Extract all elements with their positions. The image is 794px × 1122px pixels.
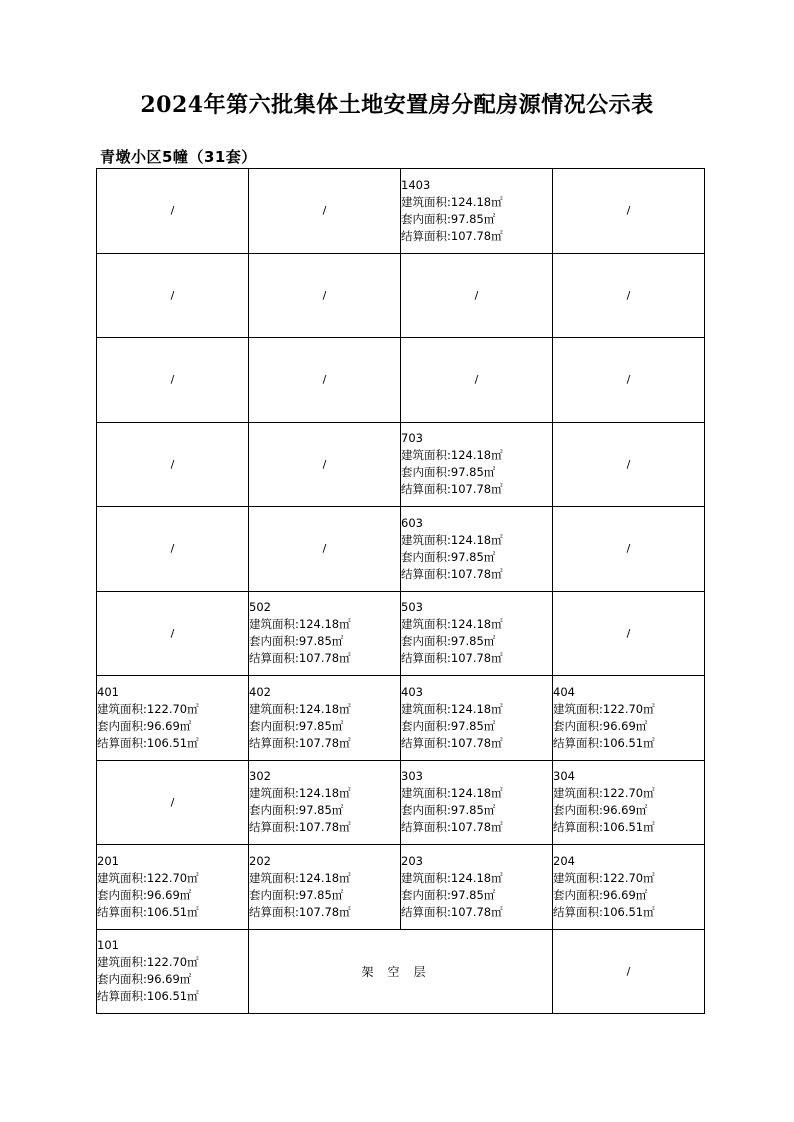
- inner-area: 套内面积:97.85㎡: [249, 803, 344, 818]
- building-area: 建筑面积:124.18㎡: [249, 786, 351, 801]
- inner-area: 套内面积:97.85㎡: [401, 718, 496, 733]
- unit-number: 403: [401, 684, 423, 699]
- slash-mark: /: [322, 373, 327, 387]
- settlement-area: 结算面积:106.51㎡: [97, 989, 199, 1004]
- table-row: [97, 338, 705, 423]
- inner-area: 套内面积:96.69㎡: [553, 887, 648, 902]
- building-area: 建筑面积:122.70㎡: [97, 870, 199, 885]
- unit-cell: [401, 845, 553, 930]
- building-subtitle: 青墩小区5幢（31套）: [100, 148, 257, 166]
- empty-cell: [97, 253, 249, 338]
- unit-cell: [553, 676, 705, 761]
- slash-mark: /: [474, 288, 479, 302]
- table-row: [97, 591, 705, 676]
- unit-number: 304: [553, 769, 575, 784]
- settlement-area: 结算面积:106.51㎡: [97, 904, 199, 919]
- slash-mark: /: [474, 373, 479, 387]
- inner-area: 套内面积:97.85㎡: [401, 634, 496, 649]
- inner-area: 套内面积:97.85㎡: [401, 803, 496, 818]
- settlement-area: 结算面积:107.78㎡: [401, 651, 503, 666]
- inner-area: 套内面积:96.69㎡: [553, 718, 648, 733]
- inner-area: 套内面积:97.85㎡: [401, 211, 496, 226]
- building-area: 建筑面积:122.70㎡: [97, 701, 199, 716]
- building-area: 建筑面积:124.18㎡: [401, 617, 503, 632]
- building-area: 建筑面积:124.18㎡: [249, 617, 351, 632]
- building-area: 建筑面积:124.18㎡: [249, 870, 351, 885]
- empty-cell: [97, 591, 249, 676]
- inner-area: 套内面积:96.69㎡: [553, 803, 648, 818]
- empty-cell: [97, 169, 249, 254]
- building-area: 建筑面积:122.70㎡: [97, 955, 199, 970]
- unit-number: 603: [401, 515, 423, 530]
- empty-cell: [97, 760, 249, 845]
- empty-cell: [553, 253, 705, 338]
- unit-number: 201: [97, 853, 119, 868]
- inner-area: 套内面积:97.85㎡: [401, 549, 496, 564]
- inner-area: 套内面积:96.69㎡: [97, 718, 192, 733]
- empty-cell: [401, 253, 553, 338]
- settlement-area: 结算面积:107.78㎡: [249, 820, 351, 835]
- unit-number: 1403: [401, 177, 431, 192]
- stilt-floor-label: 架空层: [361, 964, 440, 979]
- unit-cell: [401, 169, 553, 254]
- empty-cell: [553, 507, 705, 592]
- slash-mark: /: [626, 288, 631, 302]
- unit-number: 401: [97, 684, 119, 699]
- building-area: 建筑面积:124.18㎡: [401, 532, 503, 547]
- unit-cell: [249, 591, 401, 676]
- unit-number: 502: [249, 600, 271, 615]
- unit-cell: [401, 676, 553, 761]
- unit-number: 204: [553, 853, 575, 868]
- unit-number: 202: [249, 853, 271, 868]
- unit-cell: [97, 676, 249, 761]
- empty-cell: [249, 253, 401, 338]
- table-row: [97, 422, 705, 507]
- slash-mark: /: [322, 204, 327, 218]
- slash-mark: /: [626, 964, 631, 978]
- slash-mark: /: [170, 626, 175, 640]
- settlement-area: 结算面积:106.51㎡: [553, 820, 655, 835]
- unit-cell: [249, 845, 401, 930]
- page-title: 2024年第六批集体土地安置房分配房源情况公示表: [140, 92, 654, 118]
- empty-cell: [249, 507, 401, 592]
- empty-cell: [249, 422, 401, 507]
- inner-area: 套内面积:97.85㎡: [401, 465, 496, 480]
- building-area: 建筑面积:124.18㎡: [249, 701, 351, 716]
- table-row: [97, 253, 705, 338]
- unit-cell: [553, 760, 705, 845]
- unit-number: 404: [553, 684, 575, 699]
- empty-cell: [553, 422, 705, 507]
- building-area: 建筑面积:124.18㎡: [401, 701, 503, 716]
- slash-mark: /: [626, 457, 631, 471]
- building-area: 建筑面积:124.18㎡: [401, 786, 503, 801]
- settlement-area: 结算面积:106.51㎡: [553, 735, 655, 750]
- slash-mark: /: [170, 373, 175, 387]
- settlement-area: 结算面积:107.78㎡: [401, 566, 503, 581]
- empty-cell: [553, 338, 705, 423]
- inner-area: 套内面积:96.69㎡: [97, 887, 192, 902]
- settlement-area: 结算面积:106.51㎡: [97, 735, 199, 750]
- building-area: 建筑面积:122.70㎡: [553, 870, 655, 885]
- empty-cell: [553, 591, 705, 676]
- unit-cell: [249, 760, 401, 845]
- housing-table: [96, 168, 705, 1014]
- settlement-area: 结算面积:107.78㎡: [401, 904, 503, 919]
- unit-cell: [401, 591, 553, 676]
- unit-cell: [97, 845, 249, 930]
- settlement-area: 结算面积:106.51㎡: [553, 904, 655, 919]
- stilt-floor-cell: [249, 929, 553, 1014]
- unit-number: 303: [401, 769, 423, 784]
- empty-cell: [97, 507, 249, 592]
- table-row: [97, 676, 705, 761]
- unit-number: 503: [401, 600, 423, 615]
- unit-cell: [97, 929, 249, 1014]
- empty-cell: [97, 338, 249, 423]
- settlement-area: 结算面积:107.78㎡: [401, 820, 503, 835]
- unit-cell: [249, 676, 401, 761]
- empty-cell: [553, 929, 705, 1014]
- empty-cell: [401, 338, 553, 423]
- empty-cell: [97, 422, 249, 507]
- unit-cell: [401, 507, 553, 592]
- slash-mark: /: [170, 795, 175, 809]
- empty-cell: [553, 169, 705, 254]
- settlement-area: 结算面积:107.78㎡: [249, 651, 351, 666]
- slash-mark: /: [626, 204, 631, 218]
- building-area: 建筑面积:122.70㎡: [553, 701, 655, 716]
- settlement-area: 结算面积:107.78㎡: [401, 735, 503, 750]
- inner-area: 套内面积:97.85㎡: [401, 887, 496, 902]
- inner-area: 套内面积:97.85㎡: [249, 887, 344, 902]
- building-area: 建筑面积:124.18㎡: [401, 194, 503, 209]
- table-row: [97, 507, 705, 592]
- unit-cell: [401, 422, 553, 507]
- unit-number: 203: [401, 853, 423, 868]
- inner-area: 套内面积:97.85㎡: [249, 634, 344, 649]
- settlement-area: 结算面积:107.78㎡: [249, 735, 351, 750]
- slash-mark: /: [170, 288, 175, 302]
- unit-number: 302: [249, 769, 271, 784]
- unit-cell: [553, 845, 705, 930]
- slash-mark: /: [322, 542, 327, 556]
- empty-cell: [249, 169, 401, 254]
- unit-number: 402: [249, 684, 271, 699]
- inner-area: 套内面积:96.69㎡: [97, 972, 192, 987]
- empty-cell: [249, 338, 401, 423]
- slash-mark: /: [170, 542, 175, 556]
- slash-mark: /: [322, 457, 327, 471]
- slash-mark: /: [626, 373, 631, 387]
- slash-mark: /: [626, 542, 631, 556]
- inner-area: 套内面积:97.85㎡: [249, 718, 344, 733]
- table-row: [97, 760, 705, 845]
- building-area: 建筑面积:124.18㎡: [401, 870, 503, 885]
- unit-number: 703: [401, 431, 423, 446]
- settlement-area: 结算面积:107.78㎡: [401, 228, 503, 243]
- settlement-area: 结算面积:107.78㎡: [401, 482, 503, 497]
- building-area: 建筑面积:122.70㎡: [553, 786, 655, 801]
- table-row: [97, 845, 705, 930]
- slash-mark: /: [322, 288, 327, 302]
- housing-table-body: [97, 169, 705, 1014]
- slash-mark: /: [170, 457, 175, 471]
- slash-mark: /: [170, 204, 175, 218]
- unit-cell: [401, 760, 553, 845]
- settlement-area: 结算面积:107.78㎡: [249, 904, 351, 919]
- building-area: 建筑面积:124.18㎡: [401, 448, 503, 463]
- table-row: [97, 929, 705, 1014]
- slash-mark: /: [626, 626, 631, 640]
- table-row: [97, 169, 705, 254]
- unit-number: 101: [97, 938, 119, 953]
